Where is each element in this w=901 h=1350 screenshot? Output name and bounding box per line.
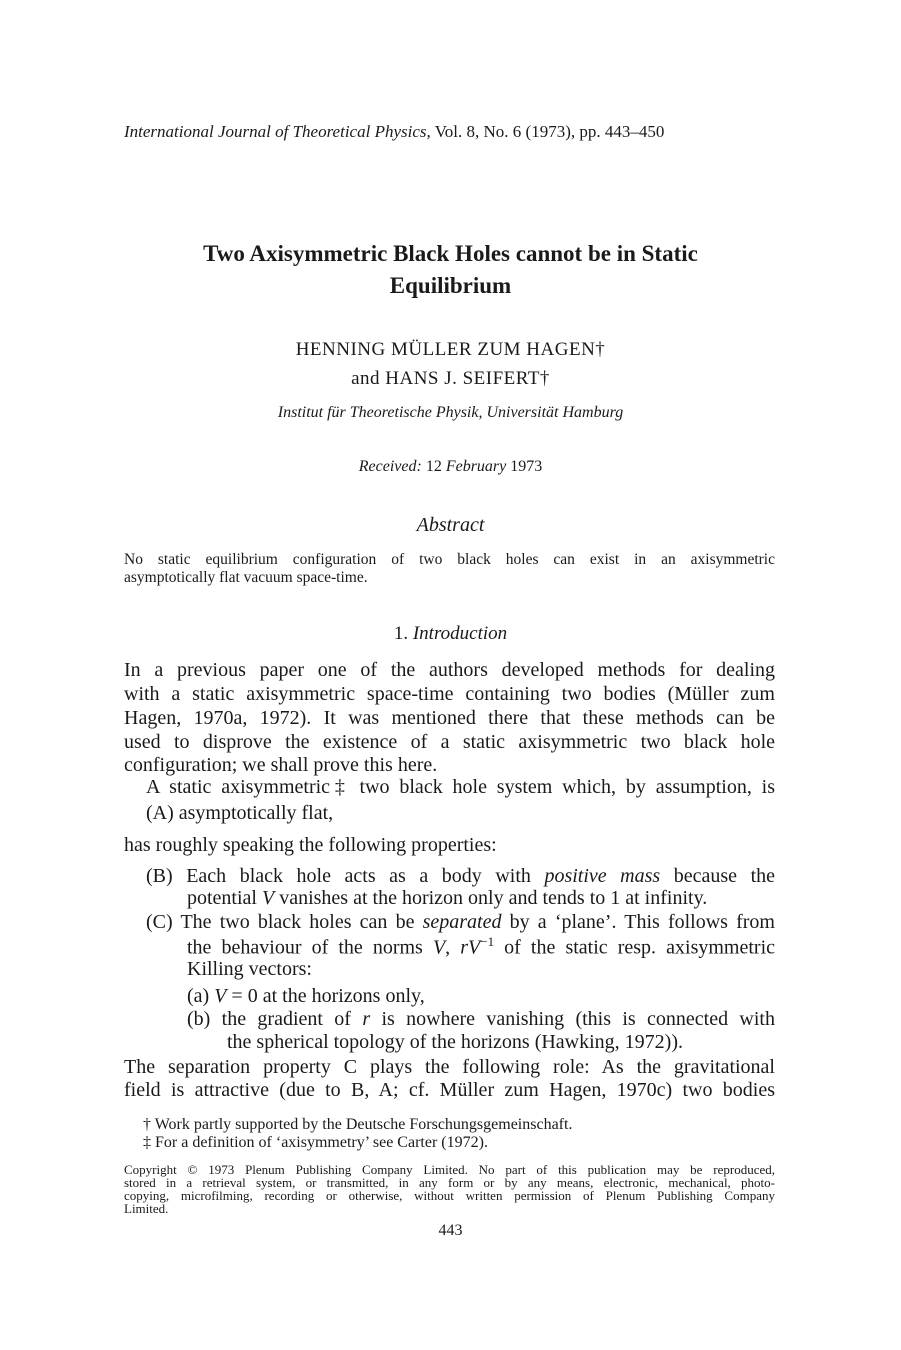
sub-item-text: = 0 at the horizons only,	[226, 985, 425, 1007]
section-number: 1.	[393, 623, 413, 644]
list-item-b	[146, 865, 775, 888]
paper-title-line-2: Equilibrium	[389, 273, 512, 298]
body-line: A static axisymmetric‡ two black hole system which, by assumption, is	[146, 776, 775, 798]
body-line: configuration; we shall prove this here.	[124, 754, 438, 776]
sub-item-b-cont: the spherical topology of the horizons (Hawking, 1972)).	[227, 1031, 684, 1053]
abstract-line-2: asymptotically flat vacuum space-time.	[124, 569, 368, 586]
sub-item-text: is nowhere vanishing (this is connected with	[370, 1008, 775, 1030]
item-b-text: because the	[660, 865, 776, 887]
symbol-v: V	[432, 936, 446, 959]
body-line: In a previous paper one of the authors developed methods for dealing	[124, 659, 775, 681]
exponent: −1	[480, 934, 495, 949]
list-item-c	[146, 911, 775, 934]
body-line: used to disprove the existence of a static axisymmetric two black hole	[124, 731, 775, 753]
author-line-1: HENNING MÜLLER ZUM HAGEN†	[295, 339, 606, 360]
item-c-text: ,	[445, 936, 461, 959]
symbol-rv: rV	[460, 936, 481, 959]
item-b-text: vanishes at the horizon only and tends to 1 at infinity.	[274, 887, 708, 909]
section-title: Introduction	[412, 623, 508, 644]
item-c-text: by a ‘plane’. This follows from	[501, 911, 775, 933]
item-b-text: (B) Each black hole acts as a body with	[146, 865, 545, 887]
copyright-line: stored in a retrieval system, or transmitted, in any form or by any means, electronic, mechanical, photo-	[124, 1175, 775, 1190]
affiliation: Institut für Theoretische Physik, Universität Hamburg	[277, 404, 624, 421]
received-year: 1973	[506, 458, 543, 475]
list-item-b-cont	[187, 887, 707, 910]
sub-item-b	[187, 1008, 775, 1031]
section-heading	[0, 623, 901, 645]
journal-citation	[124, 122, 664, 142]
paper-title-line-1: Two Axisymmetric Black Holes cannot be in Static	[203, 241, 698, 266]
body-line: field is attractive (due to B, A; cf. Müller zum Hagen, 1970c) two bodies	[124, 1079, 775, 1101]
item-b-text: potential	[187, 887, 262, 909]
list-item-c-cont: Killing vectors:	[187, 958, 312, 980]
item-c-text: of the static resp. axisymmetric	[494, 936, 776, 959]
item-c-text: the behaviour of the norms	[187, 936, 433, 959]
received-date	[0, 458, 901, 476]
item-c-text: (C) The two black holes can be	[146, 911, 423, 933]
symbol-v: V	[214, 985, 227, 1007]
received-label: Received:	[358, 458, 422, 475]
footnote-2: ‡ For a definition of ‘axisymmetry’ see Carter (1972).	[143, 1134, 488, 1151]
abstract-heading: Abstract	[416, 514, 485, 536]
body-line: Hagen, 1970a, 1972). It was mentioned there that these methods can be	[124, 707, 775, 729]
abstract-line-1: No static equilibrium configuration of two black holes can exist in an axisymmetric	[124, 551, 775, 568]
item-c-emphasis: separated	[422, 911, 502, 933]
author-line-2: and HANS J. SEIFERT†	[351, 368, 550, 389]
footnote-1: † Work partly supported by the Deutsche Forschungsgemeinschaft.	[143, 1116, 573, 1133]
symbol-r: r	[362, 1008, 371, 1030]
sub-item-a	[187, 985, 425, 1008]
journal-name: International Journal of Theoretical Physics,	[124, 122, 431, 141]
body-line: with a static axisymmetric space-time containing two bodies (Müller zum	[124, 683, 775, 705]
body-line: has roughly speaking the following properties:	[124, 834, 497, 856]
copyright-line: copying, microfilming, recording or otherwise, without written permission of Plenum Publishing Company	[124, 1188, 775, 1203]
received-day: 12	[421, 458, 446, 475]
journal-volume: Vol. 8, No. 6 (1973), pp. 443–450	[430, 122, 665, 141]
list-item-c-cont	[187, 934, 775, 960]
item-b-emphasis: positive mass	[544, 865, 661, 887]
sub-item-text: (a)	[187, 985, 215, 1007]
sub-item-text: (b) the gradient of	[187, 1008, 363, 1030]
list-item-a: (A) asymptotically flat,	[146, 802, 334, 824]
symbol-v: V	[261, 887, 275, 909]
page-number: 443	[438, 1222, 463, 1239]
copyright-line: Copyright © 1973 Plenum Publishing Company Limited. No part of this publication may be reproduced,	[124, 1162, 775, 1177]
body-line: The separation property C plays the following role: As the gravitational	[124, 1056, 775, 1078]
copyright-line: Limited.	[124, 1201, 169, 1216]
received-month: February	[445, 458, 507, 475]
